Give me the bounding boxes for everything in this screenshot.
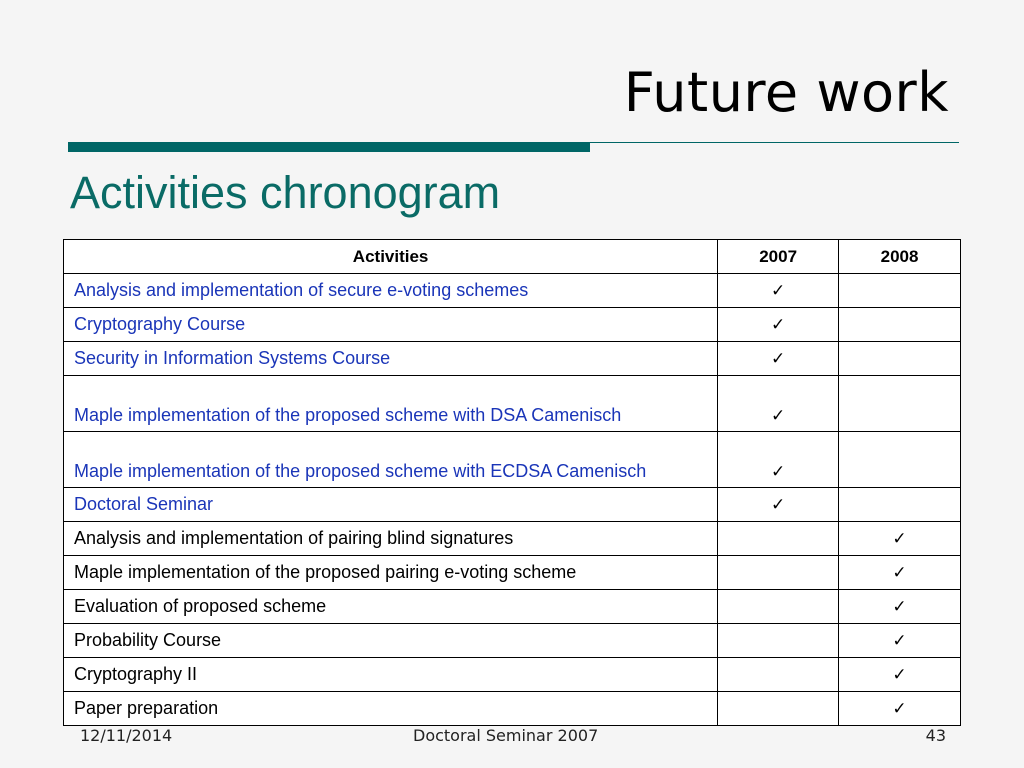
activity-cell: Analysis and implementation of secure e-voting schemes bbox=[64, 274, 718, 308]
check-icon: ✓ bbox=[839, 692, 961, 726]
activity-cell: Security in Information Systems Course bbox=[64, 342, 718, 376]
check-icon: ✓ bbox=[839, 522, 961, 556]
table-header-row bbox=[64, 240, 961, 274]
header-2008: 2008 bbox=[839, 240, 961, 274]
activity-cell: Cryptography II bbox=[64, 658, 718, 692]
empty-cell bbox=[718, 590, 839, 624]
empty-cell bbox=[839, 342, 961, 376]
empty-cell bbox=[718, 624, 839, 658]
empty-cell bbox=[839, 376, 961, 432]
table-row bbox=[64, 522, 961, 556]
table-row bbox=[64, 274, 961, 308]
table-row bbox=[64, 624, 961, 658]
activity-cell: Maple implementation of the proposed pairing e-voting scheme bbox=[64, 556, 718, 590]
check-icon: ✓ bbox=[839, 590, 961, 624]
table-row bbox=[64, 342, 961, 376]
check-icon: ✓ bbox=[718, 342, 839, 376]
footer-date: 12/11/2014 bbox=[80, 726, 173, 745]
header-2007: 2007 bbox=[718, 240, 839, 274]
check-icon: ✓ bbox=[718, 488, 839, 522]
empty-cell bbox=[839, 432, 961, 488]
title-rule-thick bbox=[68, 142, 590, 152]
empty-cell bbox=[839, 488, 961, 522]
table-row bbox=[64, 376, 961, 432]
activity-cell: Analysis and implementation of pairing blind signatures bbox=[64, 522, 718, 556]
table-row bbox=[64, 590, 961, 624]
check-icon: ✓ bbox=[718, 308, 839, 342]
activities-table bbox=[63, 239, 961, 726]
table-row bbox=[64, 692, 961, 726]
activity-cell: Evaluation of proposed scheme bbox=[64, 590, 718, 624]
table-row bbox=[64, 432, 961, 488]
check-icon: ✓ bbox=[718, 376, 839, 432]
check-icon: ✓ bbox=[839, 624, 961, 658]
activity-cell: Doctoral Seminar bbox=[64, 488, 718, 522]
table-row bbox=[64, 556, 961, 590]
page-number: 43 bbox=[925, 726, 946, 745]
empty-cell bbox=[718, 556, 839, 590]
activity-cell: Maple implementation of the proposed scheme with DSA Camenisch bbox=[64, 376, 718, 432]
slide-title: Future work bbox=[623, 61, 949, 124]
table-row bbox=[64, 658, 961, 692]
footer-center: Doctoral Seminar 2007 bbox=[413, 726, 599, 745]
empty-cell bbox=[718, 658, 839, 692]
slide-subtitle: Activities chronogram bbox=[70, 167, 501, 218]
activity-cell: Probability Course bbox=[64, 624, 718, 658]
empty-cell bbox=[839, 274, 961, 308]
check-icon: ✓ bbox=[718, 432, 839, 488]
activity-cell: Maple implementation of the proposed scheme with ECDSA Camenisch bbox=[64, 432, 718, 488]
check-icon: ✓ bbox=[718, 274, 839, 308]
header-activities: Activities bbox=[64, 240, 718, 274]
table-row bbox=[64, 308, 961, 342]
title-rule-thin bbox=[590, 142, 959, 143]
check-icon: ✓ bbox=[839, 556, 961, 590]
empty-cell bbox=[718, 522, 839, 556]
activity-cell: Cryptography Course bbox=[64, 308, 718, 342]
empty-cell bbox=[718, 692, 839, 726]
empty-cell bbox=[839, 308, 961, 342]
activity-cell: Paper preparation bbox=[64, 692, 718, 726]
check-icon: ✓ bbox=[839, 658, 961, 692]
table-row bbox=[64, 488, 961, 522]
